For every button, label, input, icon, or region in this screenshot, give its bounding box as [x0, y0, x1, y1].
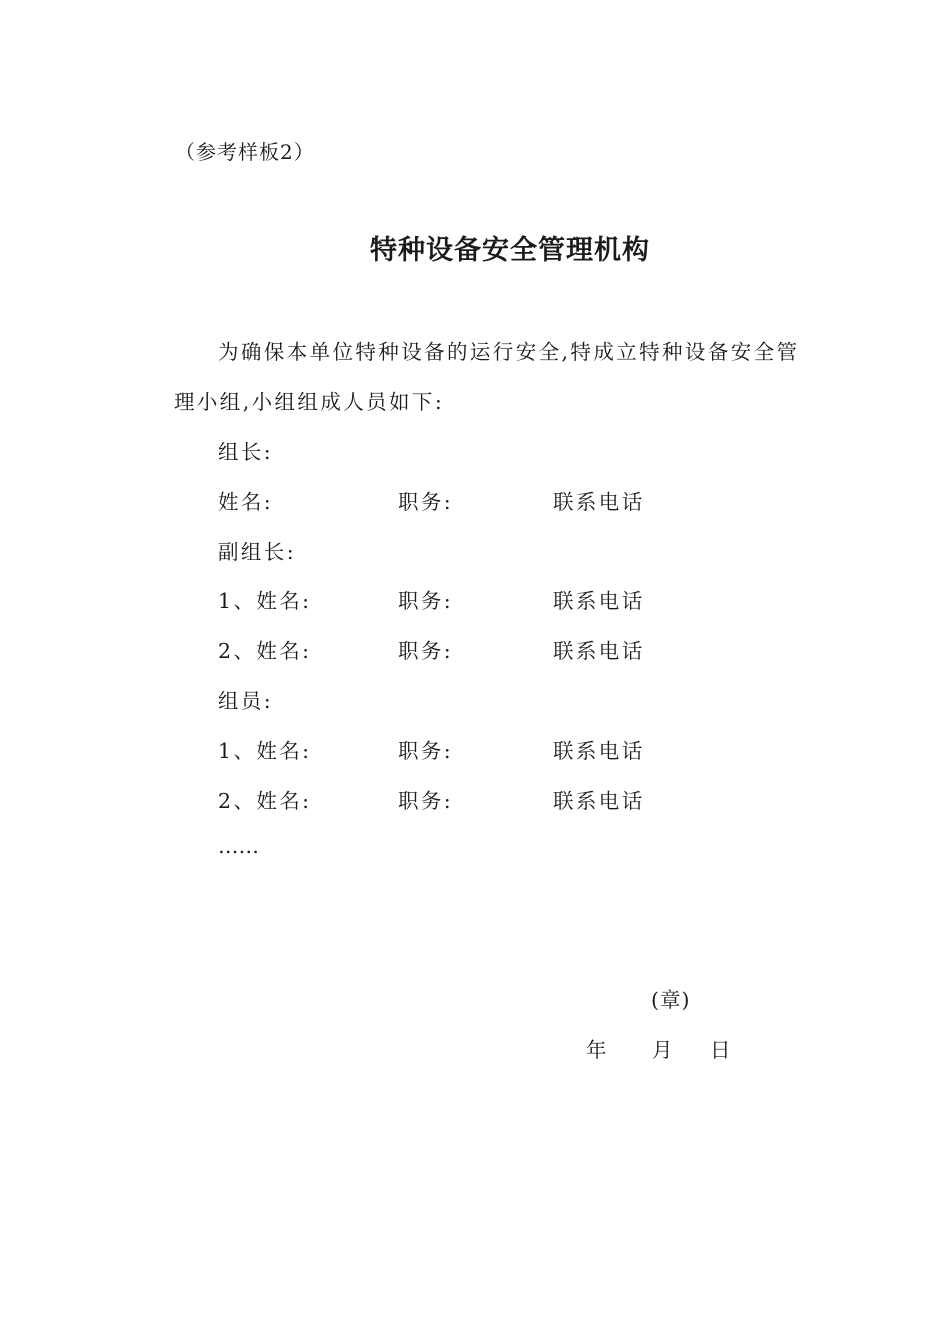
- date-day-label: 日: [710, 1038, 731, 1062]
- leader-phone-label: 联系电话: [553, 490, 645, 514]
- deputy-row-1-name-label: 1、姓名:: [218, 589, 312, 613]
- date-year-label: 年: [586, 1038, 607, 1062]
- document-title: 特种设备安全管理机构: [370, 235, 650, 266]
- member-row-2-phone-label: 联系电话: [553, 789, 645, 813]
- member-row-1-position-label: 职务:: [398, 739, 454, 763]
- member-row-1-phone-label: 联系电话: [553, 739, 645, 763]
- leader-name-label: 姓名:: [218, 490, 274, 514]
- member-row-2-position-label: 职务:: [398, 789, 454, 813]
- intro-paragraph-line-1: 为确保本单位特种设备的运行安全,特成立特种设备安全管: [218, 340, 800, 364]
- deputy-row-1-position-label: 职务:: [398, 589, 454, 613]
- sample-tag: （参考样板2）: [175, 140, 315, 164]
- member-row-1-name-label: 1、姓名:: [218, 739, 312, 763]
- deputy-row-2-position-label: 职务:: [398, 639, 454, 663]
- leader-heading: 组长:: [218, 440, 274, 464]
- deputy-row-1-phone-label: 联系电话: [553, 589, 645, 613]
- members-ellipsis: ……: [218, 834, 259, 858]
- member-row-2-name-label: 2、姓名:: [218, 789, 312, 813]
- seal-placeholder: (章): [651, 988, 691, 1012]
- deputy-row-2-phone-label: 联系电话: [553, 639, 645, 663]
- deputy-heading: 副组长:: [218, 540, 297, 564]
- deputy-row-2-name-label: 2、姓名:: [218, 639, 312, 663]
- members-heading: 组员:: [218, 689, 274, 713]
- intro-paragraph-line-2: 理小组,小组组成人员如下:: [174, 390, 445, 414]
- leader-position-label: 职务:: [398, 490, 454, 514]
- date-month-label: 月: [652, 1038, 673, 1062]
